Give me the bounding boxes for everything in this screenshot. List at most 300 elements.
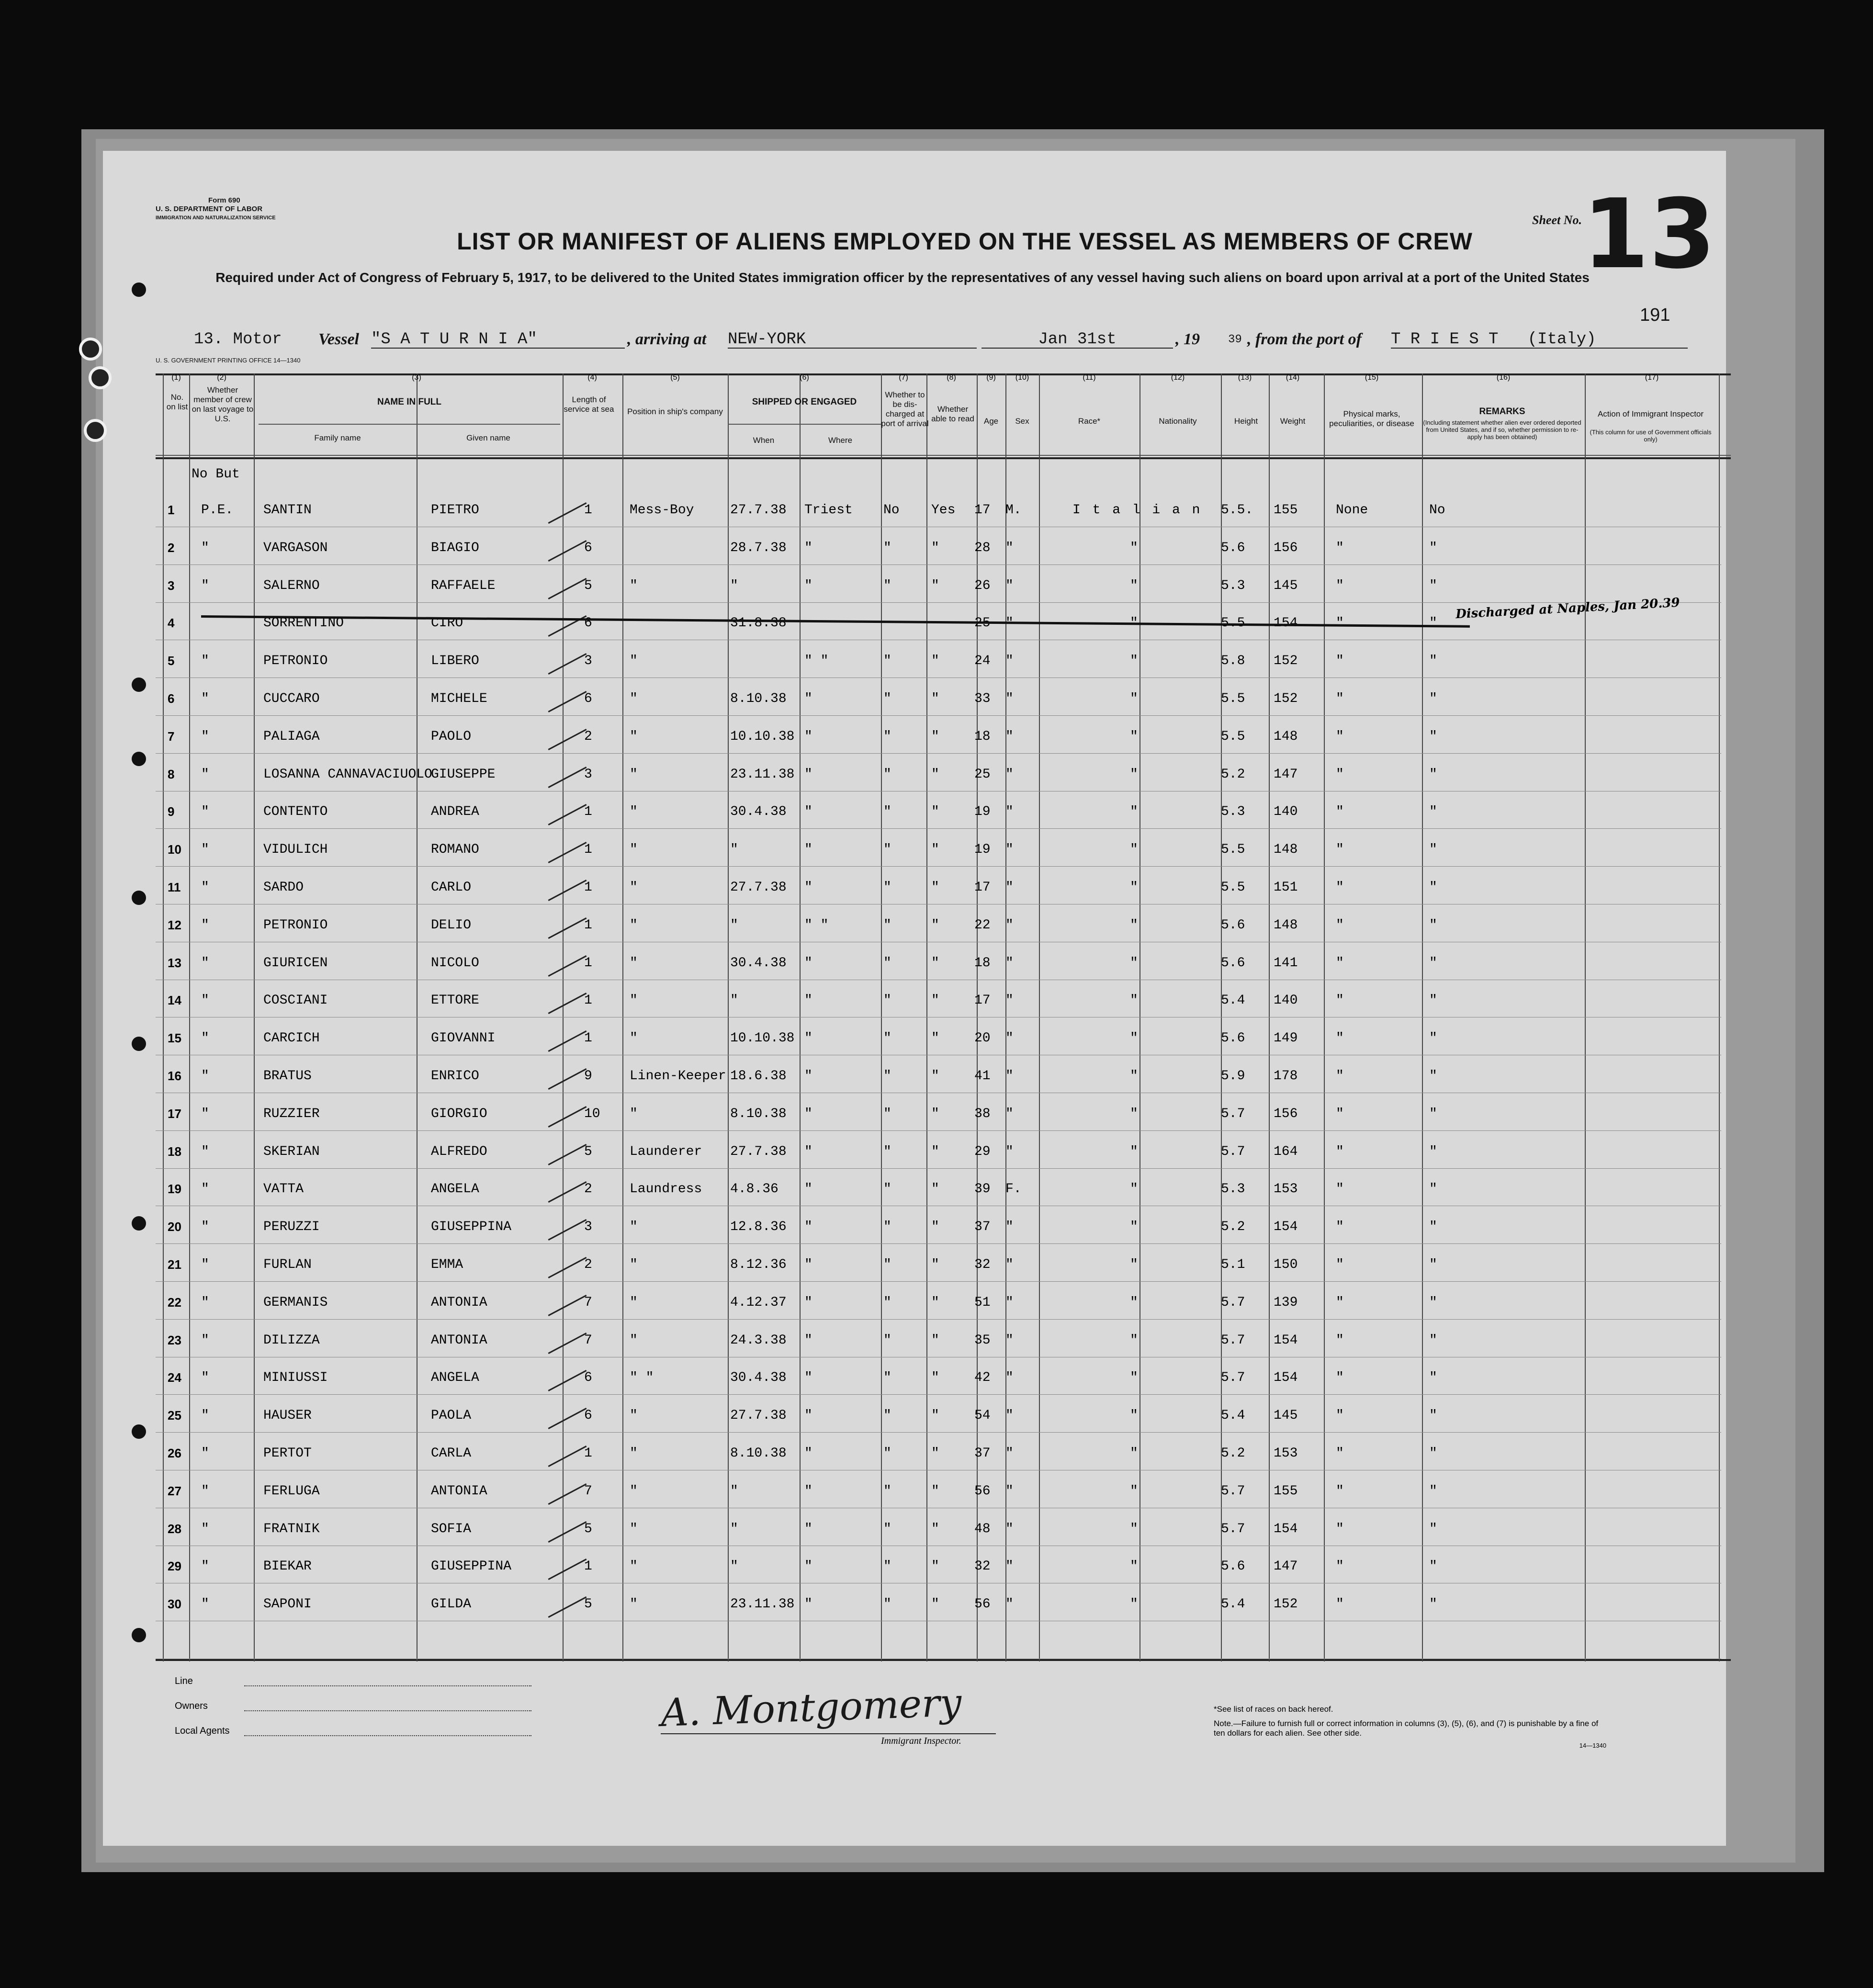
position: " " <box>630 1370 654 1386</box>
family-name: SALERNO <box>263 578 320 593</box>
position: " <box>630 691 638 706</box>
crew-row <box>0 1286 1575 1323</box>
column-number: (11) <box>1083 373 1096 382</box>
age: 25 <box>974 616 991 631</box>
remarks: " <box>1429 578 1437 593</box>
able-to-read: " <box>931 1408 939 1423</box>
nationality: " <box>1130 842 1138 858</box>
shipped-where: " <box>804 1031 812 1046</box>
discharged: " <box>883 1257 891 1272</box>
height: 5.8 <box>1221 654 1245 669</box>
remarks: " <box>1429 1069 1437 1084</box>
discharged: " <box>883 1370 891 1386</box>
able-to-read: " <box>931 955 939 971</box>
check-mark <box>548 653 587 675</box>
row-number: 30 <box>168 1597 181 1612</box>
position: " <box>630 842 638 858</box>
crew-row <box>0 1097 1575 1134</box>
crew-member-flag: " <box>201 540 209 555</box>
length-of-service: 6 <box>584 540 592 555</box>
header-action: Action of Immigrant Inspector <box>1597 409 1704 418</box>
physical-marks: " <box>1336 1333 1344 1348</box>
height: 5.9 <box>1221 1069 1245 1084</box>
crew-member-flag: " <box>201 1220 209 1235</box>
crew-member-flag: " <box>201 691 209 706</box>
given-name: GIUSEPPE <box>431 767 496 782</box>
position: Mess-Boy <box>630 503 694 518</box>
printing-office-line: U. S. GOVERNMENT PRINTING OFFICE 14—1340 <box>156 357 301 364</box>
able-to-read: Yes <box>931 503 956 518</box>
shipped-when: " <box>730 1483 738 1499</box>
physical-marks: " <box>1336 842 1344 858</box>
sex: " <box>1005 578 1014 593</box>
shipped-where: " <box>804 729 812 744</box>
header-family-name: Family name <box>314 433 361 442</box>
check-mark <box>548 1106 587 1128</box>
weight: 152 <box>1274 1597 1298 1612</box>
binder-ring <box>84 419 107 442</box>
height: 5.3 <box>1221 804 1245 820</box>
shipped-where: " <box>804 767 812 782</box>
shipped-when: 30.4.38 <box>730 804 787 820</box>
position: " <box>630 1483 638 1499</box>
height: 5.3 <box>1221 578 1245 593</box>
table-rule <box>156 1659 1731 1661</box>
nationality: " <box>1130 578 1138 593</box>
check-mark <box>548 917 587 939</box>
weight: 150 <box>1274 1257 1298 1272</box>
family-name: DILIZZA <box>263 1333 320 1348</box>
table-rule <box>728 424 881 425</box>
crew-member-flag: " <box>201 1069 209 1084</box>
form-identifier: Form 690 U. S. DEPARTMENT OF LABOR IMMIGRATION AND NATURALIZATION SERVICE <box>156 196 276 221</box>
remarks: " <box>1429 880 1437 895</box>
check-mark <box>548 502 587 524</box>
discharged: " <box>883 767 891 782</box>
length-of-service: 2 <box>584 1257 592 1272</box>
remarks: " <box>1429 1370 1437 1386</box>
sex: " <box>1005 1483 1014 1499</box>
family-name: PETRONIO <box>263 654 328 669</box>
crew-member-flag: " <box>201 955 209 971</box>
discharged: " <box>883 1106 891 1121</box>
discharged: " <box>883 1220 891 1235</box>
weight: 155 <box>1274 503 1298 518</box>
physical-marks: " <box>1336 1106 1344 1121</box>
position: Laundress <box>630 1182 702 1197</box>
nationality: " <box>1130 1483 1138 1499</box>
year-label: , 19 <box>1175 330 1200 348</box>
column-number: (15) <box>1365 373 1379 382</box>
family-name: MINIUSSI <box>263 1370 328 1386</box>
sex: F. <box>1005 1182 1022 1197</box>
height: 5.5. <box>1221 503 1253 518</box>
length-of-service: 10 <box>584 1106 600 1121</box>
crew-row <box>0 1399 1575 1436</box>
physical-marks: " <box>1336 1370 1344 1386</box>
shipped-when: 8.10.38 <box>730 1106 787 1121</box>
height: 5.4 <box>1221 993 1245 1008</box>
given-name: GIUSEPPINA <box>431 1220 512 1235</box>
age: 19 <box>974 842 991 858</box>
position: " <box>630 955 638 971</box>
shipped-when: 28.7.38 <box>730 540 787 555</box>
sex: " <box>1005 1220 1014 1235</box>
shipped-where: " <box>804 1559 812 1574</box>
length-of-service: 2 <box>584 729 592 744</box>
check-mark <box>548 1181 587 1203</box>
sex: " <box>1005 993 1014 1008</box>
discharged: " <box>883 654 891 669</box>
punch-hole <box>132 282 146 297</box>
able-to-read: " <box>931 1559 939 1574</box>
family-name: FERLUGA <box>263 1483 320 1499</box>
family-name: PERTOT <box>263 1446 312 1461</box>
family-name: HAUSER <box>263 1408 312 1423</box>
sex: " <box>1005 1257 1014 1272</box>
given-name: ANTONIA <box>431 1295 487 1310</box>
crew-member-flag: " <box>201 1031 209 1046</box>
able-to-read: " <box>931 804 939 820</box>
weight: 141 <box>1274 955 1298 971</box>
discharged: " <box>883 729 891 744</box>
shipped-where: Triest <box>804 503 853 518</box>
row-number: 4 <box>168 616 175 631</box>
physical-marks: " <box>1336 1144 1344 1159</box>
nationality: " <box>1130 654 1138 669</box>
height: 5.4 <box>1221 1408 1245 1423</box>
crew-member-flag: " <box>201 1370 209 1386</box>
shipped-when: 24.3.38 <box>730 1333 787 1348</box>
shipped-when: 8.10.38 <box>730 1446 787 1461</box>
given-name: ALFREDO <box>431 1144 487 1159</box>
shipped-when: 8.10.38 <box>730 691 787 706</box>
sex: " <box>1005 880 1014 895</box>
nationality: " <box>1130 1521 1138 1536</box>
able-to-read: " <box>931 1069 939 1084</box>
discharged: " <box>883 540 891 555</box>
column-number: (8) <box>947 373 956 382</box>
age: 54 <box>974 1408 991 1423</box>
weight: 145 <box>1274 578 1298 593</box>
remarks: " <box>1429 1257 1437 1272</box>
physical-marks: " <box>1336 1483 1344 1499</box>
nationality: " <box>1130 1559 1138 1574</box>
check-mark <box>548 578 587 599</box>
given-name: GIUSEPPINA <box>431 1559 512 1574</box>
sex: " <box>1005 955 1014 971</box>
row-number: 12 <box>168 917 181 932</box>
check-mark <box>548 1219 587 1241</box>
age: 18 <box>974 729 991 744</box>
age: 26 <box>974 578 991 593</box>
sex: " <box>1005 616 1014 631</box>
crew-row <box>0 1512 1575 1549</box>
weight: 148 <box>1274 917 1298 933</box>
header-no-on-list: No. on list <box>166 393 188 411</box>
row-number: 28 <box>168 1521 181 1536</box>
footer-owners-field <box>244 1710 531 1711</box>
family-name: GERMANIS <box>263 1295 328 1310</box>
shipped-where: " <box>804 691 812 706</box>
weight: 148 <box>1274 842 1298 858</box>
height: 5.7 <box>1221 1106 1245 1121</box>
check-mark <box>548 1333 587 1354</box>
age: 56 <box>974 1597 991 1612</box>
able-to-read: " <box>931 1295 939 1310</box>
family-name: COSCIANI <box>263 993 328 1008</box>
form-code: 14—1340 <box>1579 1742 1606 1749</box>
shipped-where: " <box>804 1483 812 1499</box>
given-name: SOFIA <box>431 1521 472 1536</box>
no-but-note: No But <box>192 467 240 482</box>
check-mark <box>548 1446 587 1467</box>
crew-row <box>0 682 1575 719</box>
able-to-read: " <box>931 1144 939 1159</box>
able-to-read: " <box>931 729 939 744</box>
family-name: SORRENTINO <box>263 616 344 631</box>
vessel-prefix: 13. Motor <box>194 330 282 349</box>
column-number: (3) <box>412 373 421 382</box>
discharged: " <box>883 917 891 933</box>
header-race: Race* <box>1078 417 1101 426</box>
nationality: " <box>1130 917 1138 933</box>
able-to-read: " <box>931 1333 939 1348</box>
family-name: CARCICH <box>263 1031 320 1046</box>
nationality: " <box>1130 1257 1138 1272</box>
age: 29 <box>974 1144 991 1159</box>
crew-member-flag: " <box>201 767 209 782</box>
nationality: " <box>1130 880 1138 895</box>
sex: " <box>1005 1597 1014 1612</box>
position: " <box>630 1559 638 1574</box>
discharged: " <box>883 1446 891 1461</box>
page-title: LIST OR MANIFEST OF ALIENS EMPLOYED ON THE VESSEL AS MEMBERS OF CREW <box>457 228 1473 255</box>
family-name: FURLAN <box>263 1257 312 1272</box>
nationality: " <box>1130 1031 1138 1046</box>
shipped-when: 4.8.36 <box>730 1182 779 1197</box>
crew-member-flag: " <box>201 1483 209 1499</box>
shipped-when: 30.4.38 <box>730 955 787 971</box>
header-member-last-voyage: Whether member of crew on last voyage to U.S. <box>192 385 254 423</box>
height: 5.7 <box>1221 1333 1245 1348</box>
position: " <box>630 917 638 933</box>
remarks: " <box>1429 1106 1437 1121</box>
sex: " <box>1005 917 1014 933</box>
length-of-service: 1 <box>584 917 592 933</box>
family-name: RUZZIER <box>263 1106 320 1121</box>
row-number: 10 <box>168 842 181 857</box>
row-number: 13 <box>168 955 181 970</box>
footer-owners-label: Owners <box>175 1701 208 1711</box>
physical-marks: " <box>1336 1220 1344 1235</box>
crew-row <box>0 1172 1575 1209</box>
shipped-where: " <box>804 1220 812 1235</box>
position: " <box>630 1408 638 1423</box>
row-number: 18 <box>168 1144 181 1159</box>
vessel-line <box>146 330 1678 354</box>
physical-marks: " <box>1336 616 1344 631</box>
row-number: 21 <box>168 1257 181 1272</box>
remarks: " <box>1429 993 1437 1008</box>
height: 5.7 <box>1221 1370 1245 1386</box>
able-to-read: " <box>931 1220 939 1235</box>
discharged: " <box>883 1295 891 1310</box>
physical-marks: " <box>1336 767 1344 782</box>
discharged: " <box>883 1483 891 1499</box>
length-of-service: 2 <box>584 1182 592 1197</box>
crew-member-flag: " <box>201 654 209 669</box>
height: 5.5 <box>1221 616 1245 631</box>
check-mark <box>548 540 587 562</box>
remarks: " <box>1429 691 1437 706</box>
header-age: Age <box>983 417 999 426</box>
row-number: 27 <box>168 1483 181 1498</box>
crew-member-flag: " <box>201 1333 209 1348</box>
family-name: LOSANNA CANNAVACIUOLO <box>263 767 432 782</box>
length-of-service: 1 <box>584 842 592 858</box>
discharged: " <box>883 691 891 706</box>
shipped-where: " <box>804 1333 812 1348</box>
note-fine: Note.—Failure to furnish full or correct information in columns (3), (5), (6), and (7) is punishable by a fine of ten dollars for each alien. See other side. <box>1214 1719 1599 1738</box>
age: 51 <box>974 1295 991 1310</box>
shipped-when: " <box>730 1559 738 1574</box>
given-name: ANTONIA <box>431 1483 487 1499</box>
discharged: " <box>883 1144 891 1159</box>
given-name: RAFFAELE <box>431 578 496 593</box>
physical-marks: " <box>1336 691 1344 706</box>
able-to-read: " <box>931 993 939 1008</box>
height: 5.5 <box>1221 691 1245 706</box>
discharged: " <box>883 1597 891 1612</box>
position: " <box>630 767 638 782</box>
given-name: ANGELA <box>431 1182 479 1197</box>
family-name: VIDULICH <box>263 842 328 858</box>
header-action-note: (This column for use of Government officials only) <box>1590 429 1712 443</box>
crew-member-flag: " <box>201 1144 209 1159</box>
crew-member-flag: " <box>201 578 209 593</box>
given-name: CARLO <box>431 880 472 895</box>
family-name: SKERIAN <box>263 1144 320 1159</box>
shipped-where: " <box>804 578 812 593</box>
length-of-service: 1 <box>584 1031 592 1046</box>
able-to-read: " <box>931 1031 939 1046</box>
column-number: (6) <box>800 373 809 382</box>
discharged: " <box>883 804 891 820</box>
sex: " <box>1005 1144 1014 1159</box>
age: 17 <box>974 503 991 518</box>
stamp-number: 191 <box>1640 305 1670 325</box>
handwritten-annotation: Discharged at Naples, Jan 20.39 <box>1455 595 1681 622</box>
row-number: 25 <box>168 1408 181 1423</box>
discharged: " <box>883 1521 891 1536</box>
weight: 153 <box>1274 1182 1298 1197</box>
weight: 154 <box>1274 1220 1298 1235</box>
crew-row <box>0 1059 1575 1096</box>
able-to-read: " <box>931 1257 939 1272</box>
given-name: DELIO <box>431 917 472 933</box>
shipped-where: " <box>804 1446 812 1461</box>
column-number: (13) <box>1238 373 1252 382</box>
header-given-name: Given name <box>466 433 510 442</box>
height: 5.6 <box>1221 540 1245 555</box>
header-able-to-read: Whether able to read <box>931 405 974 423</box>
sex: " <box>1005 804 1014 820</box>
length-of-service: 5 <box>584 1521 592 1536</box>
shipped-when: " <box>730 578 738 593</box>
sex: " <box>1005 1031 1014 1046</box>
remarks: " <box>1429 917 1437 933</box>
able-to-read: " <box>931 842 939 858</box>
crew-row <box>0 983 1575 1021</box>
remarks: " <box>1429 654 1437 669</box>
age: 18 <box>974 955 991 971</box>
arrival-date: Jan 31st <box>982 330 1173 349</box>
physical-marks: " <box>1336 993 1344 1008</box>
given-name: LIBERO <box>431 654 479 669</box>
weight: 154 <box>1274 1333 1298 1348</box>
shipped-where: " <box>804 804 812 820</box>
discharged: " <box>883 1333 891 1348</box>
shipped-when: 10.10.38 <box>730 729 795 744</box>
sex: " <box>1005 1521 1014 1536</box>
signature-line <box>661 1733 996 1734</box>
check-mark <box>548 1068 587 1090</box>
position: " <box>630 654 638 669</box>
crew-member-flag: " <box>201 1521 209 1536</box>
length-of-service: 6 <box>584 616 592 631</box>
position: " <box>630 1106 638 1121</box>
length-of-service: 6 <box>584 1408 592 1423</box>
binder-ring <box>79 338 102 361</box>
nationality: " <box>1130 1446 1138 1461</box>
row-number: 19 <box>168 1182 181 1197</box>
remarks: " <box>1429 842 1437 858</box>
nationality: " <box>1130 616 1138 631</box>
able-to-read: " <box>931 1446 939 1461</box>
family-name: CONTENTO <box>263 804 328 820</box>
shipped-where: " <box>804 880 812 895</box>
header-nationality: Nationality <box>1159 417 1197 426</box>
position: " <box>630 1031 638 1046</box>
given-name: CARLA <box>431 1446 472 1461</box>
weight: 139 <box>1274 1295 1298 1310</box>
physical-marks: " <box>1336 955 1344 971</box>
age: 56 <box>974 1483 991 1499</box>
able-to-read: " <box>931 1106 939 1121</box>
length-of-service: 6 <box>584 691 592 706</box>
crew-row <box>0 908 1575 946</box>
remarks: No <box>1429 503 1445 518</box>
crew-member-flag: " <box>201 1257 209 1272</box>
check-mark <box>548 1370 587 1391</box>
note-races: *See list of races on back hereof. <box>1214 1705 1333 1714</box>
given-name: PAOLA <box>431 1408 472 1423</box>
able-to-read: " <box>931 691 939 706</box>
weight: 156 <box>1274 1106 1298 1121</box>
position: Launderer <box>630 1144 702 1159</box>
shipped-when: 4.12.37 <box>730 1295 787 1310</box>
footer-agents-field <box>244 1735 531 1736</box>
family-name: PERUZZI <box>263 1220 320 1235</box>
vessel-name: "S A T U R N I A" <box>371 330 625 349</box>
column-number: (2) <box>217 373 226 382</box>
shipped-where: " <box>804 1106 812 1121</box>
family-name: FRATNIK <box>263 1521 320 1536</box>
weight: 149 <box>1274 1031 1298 1046</box>
check-mark <box>548 804 587 825</box>
check-mark <box>548 691 587 712</box>
